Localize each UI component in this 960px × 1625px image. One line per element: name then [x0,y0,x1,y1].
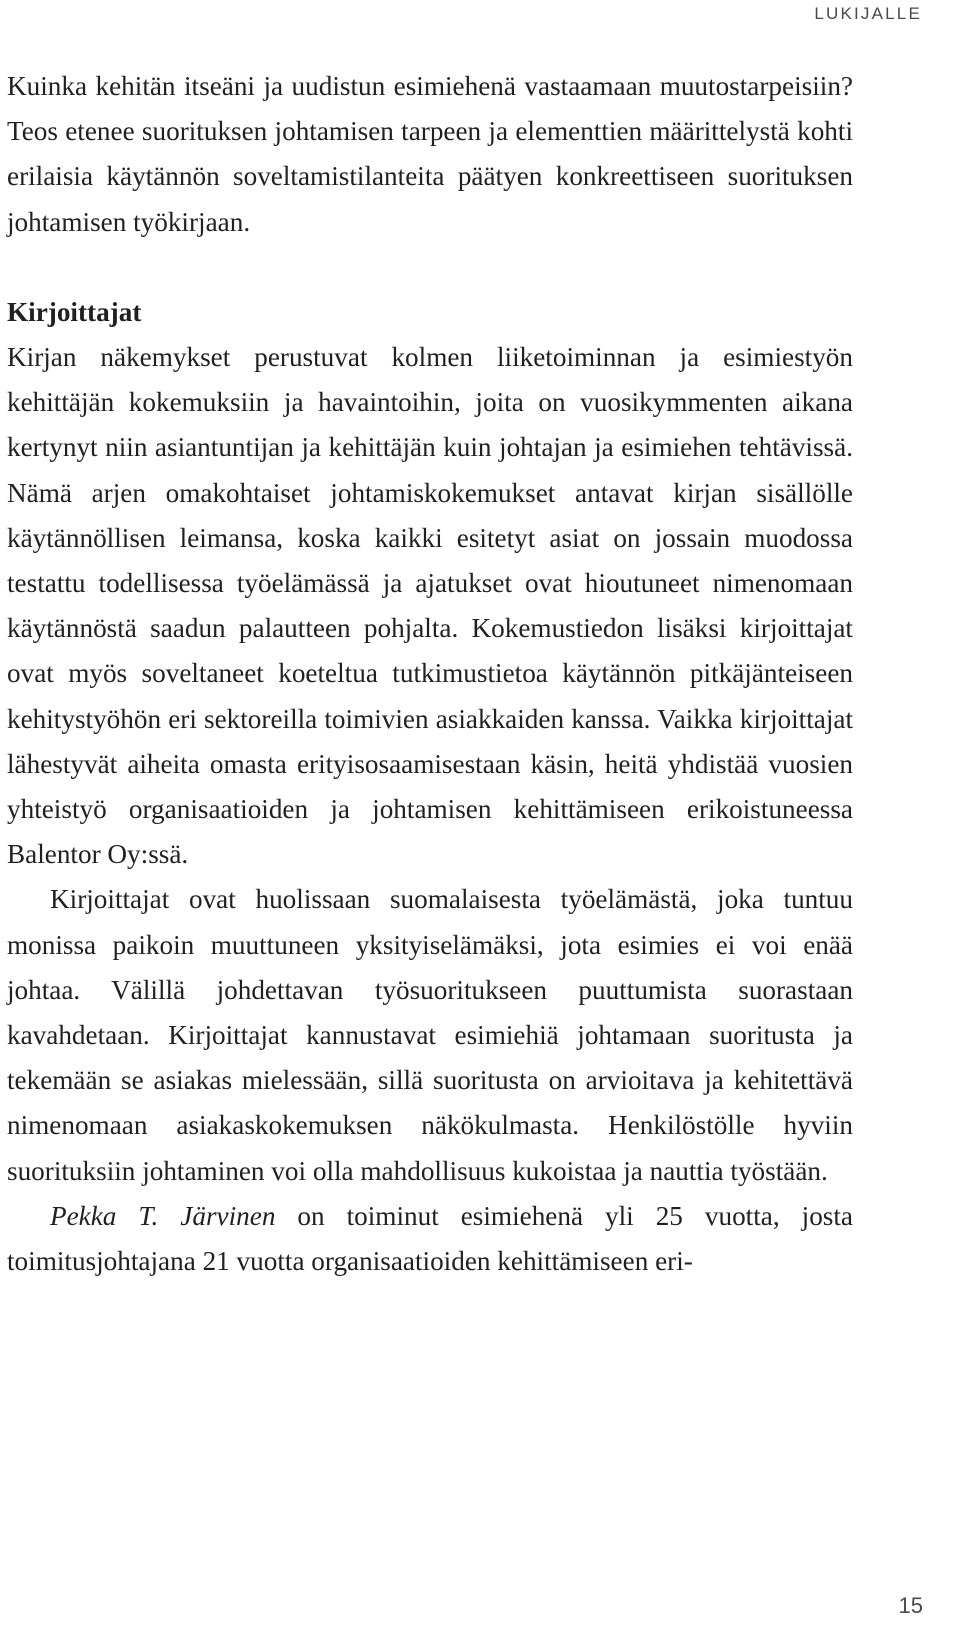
running-head: LUKIJALLE [814,4,922,23]
page-number: 15 [898,1593,923,1618]
authors-paragraph-1: Kirjan näkemykset perustuvat kolmen liiketoiminnan ja esimiestyön kehittäjän kokemuksiin ja havaintoihin, joita on vuosikymmenten aikana kertynyt niin asiantuntijan ja kehittäjän kuin johtajan ja esimiehen tehtävissä. Nämä arjen omakohtaiset johtamiskokemukset antavat kirjan sisällölle käytännöllisen leimansa, koska kaikki esitetyt asiat on jossain muodossa testattu todellisessa työelämässä ja ajatukset ovat hioutuneet nimenomaan käytännöstä saadun palautteen pohjalta. Kokemustiedon lisäksi kirjoittajat ovat myös soveltaneet koeteltua tutkimustietoa käytännön pitkäjänteiseen kehitystyöhön eri sektoreilla toimivien asiakkaiden kanssa. Vaikka kirjoittajat lähestyvät aiheita omasta erityisosaamisestaan käsin, heitä yhdistää vuosien yhteistyö organisaatioiden ja johtamisen kehittämiseen erikoistuneessa Balentor Oy:ssä. [7,342,853,870]
authors-paragraph-2: Kirjoittajat ovat huolissaan suomalaisesta työelämästä, joka tuntuu monissa paikoin muuttuneen yksityiselämäksi, jota esimies ei voi enää johtaa. Välillä johdettavan työsuoritukseen puuttumista suorastaan kavahdetaan. Kirjoittajat kannustavat esimiehiä johtamaan suoritusta ja tekemään se asiakas mielessään, sillä suoritusta on arvioitava ja kehitettävä nimenomaan asiakaskokemuksen näkökulmasta. Henkilöstölle hyviin suorituksiin johtaminen voi olla mahdollisuus kukoistaa ja nauttia työstään. [7,884,853,1186]
author-name: Pekka T. Järvinen [50,1200,276,1231]
author-bio-text: on toiminut esimiehenä yli 25 vuotta, josta toimitusjohtajana 21 vuotta organisaatioiden kehittämiseen eri- [7,1200,853,1277]
page-body [7,64,853,1284]
section-heading: Kirjoittajat [7,296,142,327]
intro-paragraph: Kuinka kehitän itseäni ja uudistun esimiehenä vastaamaan muutostarpeisiin? Teos etenee suorituksen johtamisen tarpeen ja elementtien määrittelystä kohti erilaisia käytännön soveltamistilanteita päätyen konkreettiseen suorituksen johtamisen työkirjaan. [7,71,853,237]
authors-paragraph-3 [7,1194,853,1284]
